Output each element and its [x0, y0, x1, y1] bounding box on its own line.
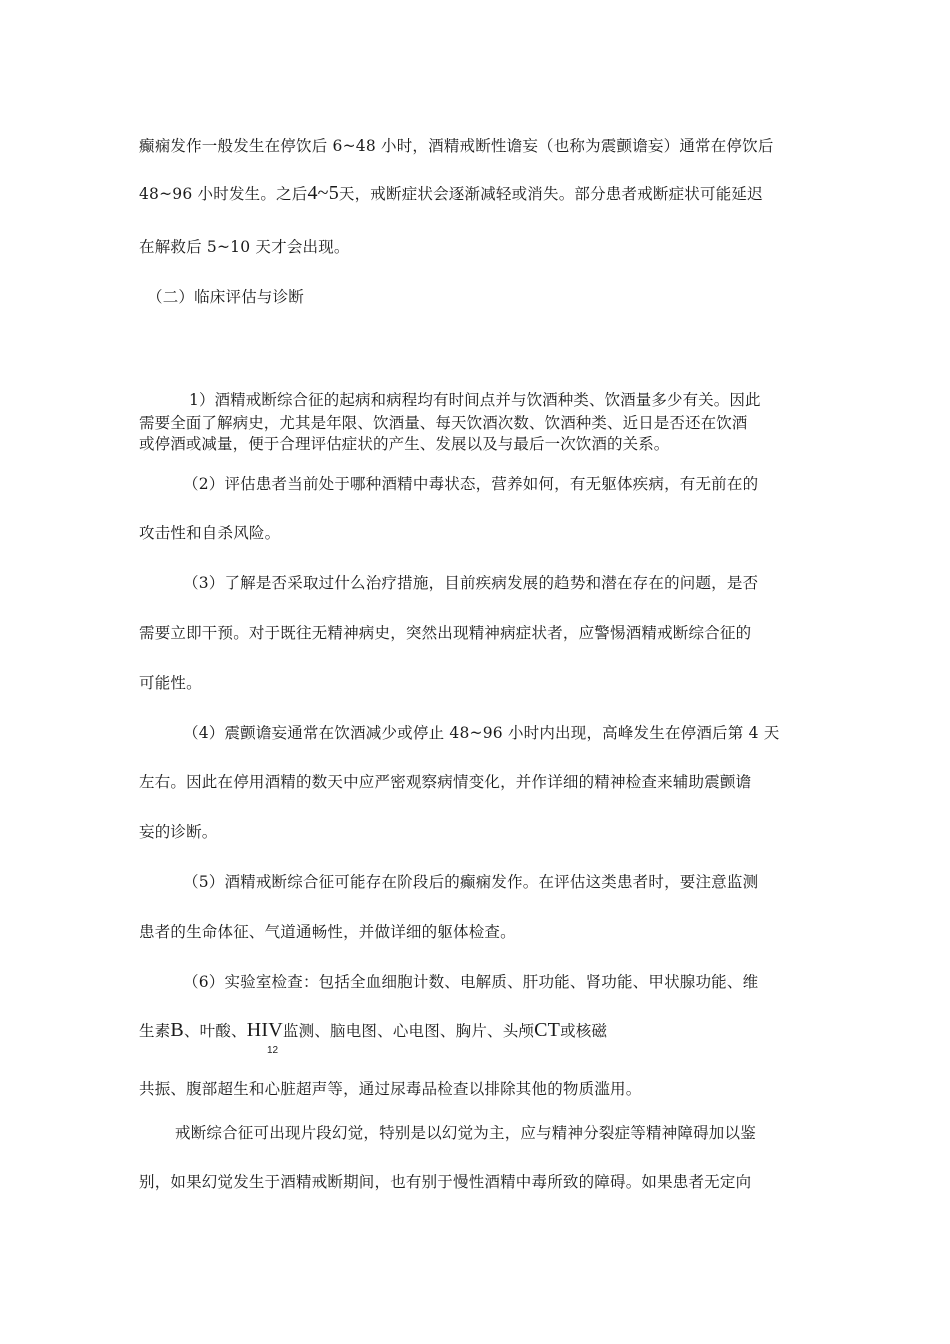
text-line: （4）震颤谵妄通常在饮酒减少或停止 48~96 小时内出现，高峰发生在停酒后第 4 天 — [183, 724, 780, 742]
text-line: 共振、腹部超生和心脏超声等，通过尿毒品检查以排除其他的物质滥用。 — [139, 1080, 642, 1098]
text-span-large: B — [170, 1019, 184, 1041]
text-line: 妄的诊断。 — [139, 823, 218, 841]
text-line: 在解救后 5~10 天才会出现。 — [139, 238, 350, 256]
text-line: 可能性。 — [139, 674, 202, 692]
text-span: 生素 — [139, 1022, 171, 1040]
text-span-large: HIV — [246, 1019, 283, 1041]
text-line: 戒断综合征可出现片段幻觉，特别是以幻觉为主，应与精神分裂症等精神障碍加以鉴 — [175, 1124, 756, 1142]
text-line: 需要全面了解病史，尤其是年限、饮酒量、每天饮酒次数、饮酒种类、近日是否还在饮酒 — [139, 414, 748, 432]
text-line: 攻击性和自杀风险。 — [139, 524, 281, 542]
text-line — [139, 1020, 607, 1041]
text-span: 天，戒断症状会逐渐减轻或消失。部分患者戒断症状可能延迟 — [338, 185, 763, 203]
text-span: 48~96 小时发生。之后 — [139, 185, 308, 203]
text-line: （5）酒精戒断综合征可能存在阶段后的癫痫发作。在评估这类患者时，要注意监测 — [183, 873, 759, 891]
text-span: 或核磁 — [560, 1022, 608, 1040]
text-line — [139, 183, 763, 204]
text-line: （2）评估患者当前处于哪种酒精中毒状态，营养如何，有无躯体疾病，有无前在的 — [183, 475, 759, 493]
text-line: 癫痫发作一般发生在停饮后 6~48 小时，酒精戒断性谵妄（也称为震颤谵妄）通常在停饮后 — [139, 137, 774, 155]
text-span-large: CT — [534, 1019, 561, 1041]
text-span: 监测、脑电图、心电图、胸片、头颅 — [282, 1022, 535, 1040]
text-line: 1）酒精戒断综合征的起病和病程均有时间点并与饮酒种类、饮酒量多少有关。因此 — [189, 391, 761, 409]
text-line: 左右。因此在停用酒精的数天中应严密观察病情变化，并作详细的精神检查来辅助震颤谵 — [139, 773, 752, 791]
text-line: 患者的生命体征、气道通畅性，并做详细的躯体检查。 — [139, 923, 516, 941]
text-line: 别，如果幻觉发生于酒精戒断期间，也有别于慢性酒精中毒所致的障碍。如果患者无定向 — [139, 1173, 752, 1191]
text-line: 需要立即干预。对于既往无精神病史，突然出现精神病症状者，应警惕酒精戒断综合征的 — [139, 624, 752, 642]
text-line: （3）了解是否采取过什么治疗措施，目前疾病发展的趋势和潜在存在的问题，是否 — [183, 574, 759, 592]
text-span-large: 4~5 — [307, 182, 339, 204]
text-line: （6）实验室检查：包括全血细胞计数、电解质、肝功能、肾功能、甲状腺功能、维 — [183, 973, 759, 991]
superscript-note: 12 — [267, 1045, 279, 1056]
text-line: 或停酒或减量，便于合理评估症状的产生、发展以及与最后一次饮酒的关系。 — [139, 435, 670, 453]
section-heading: （二）临床评估与诊断 — [147, 288, 305, 306]
text-span: 、叶酸、 — [183, 1022, 247, 1040]
